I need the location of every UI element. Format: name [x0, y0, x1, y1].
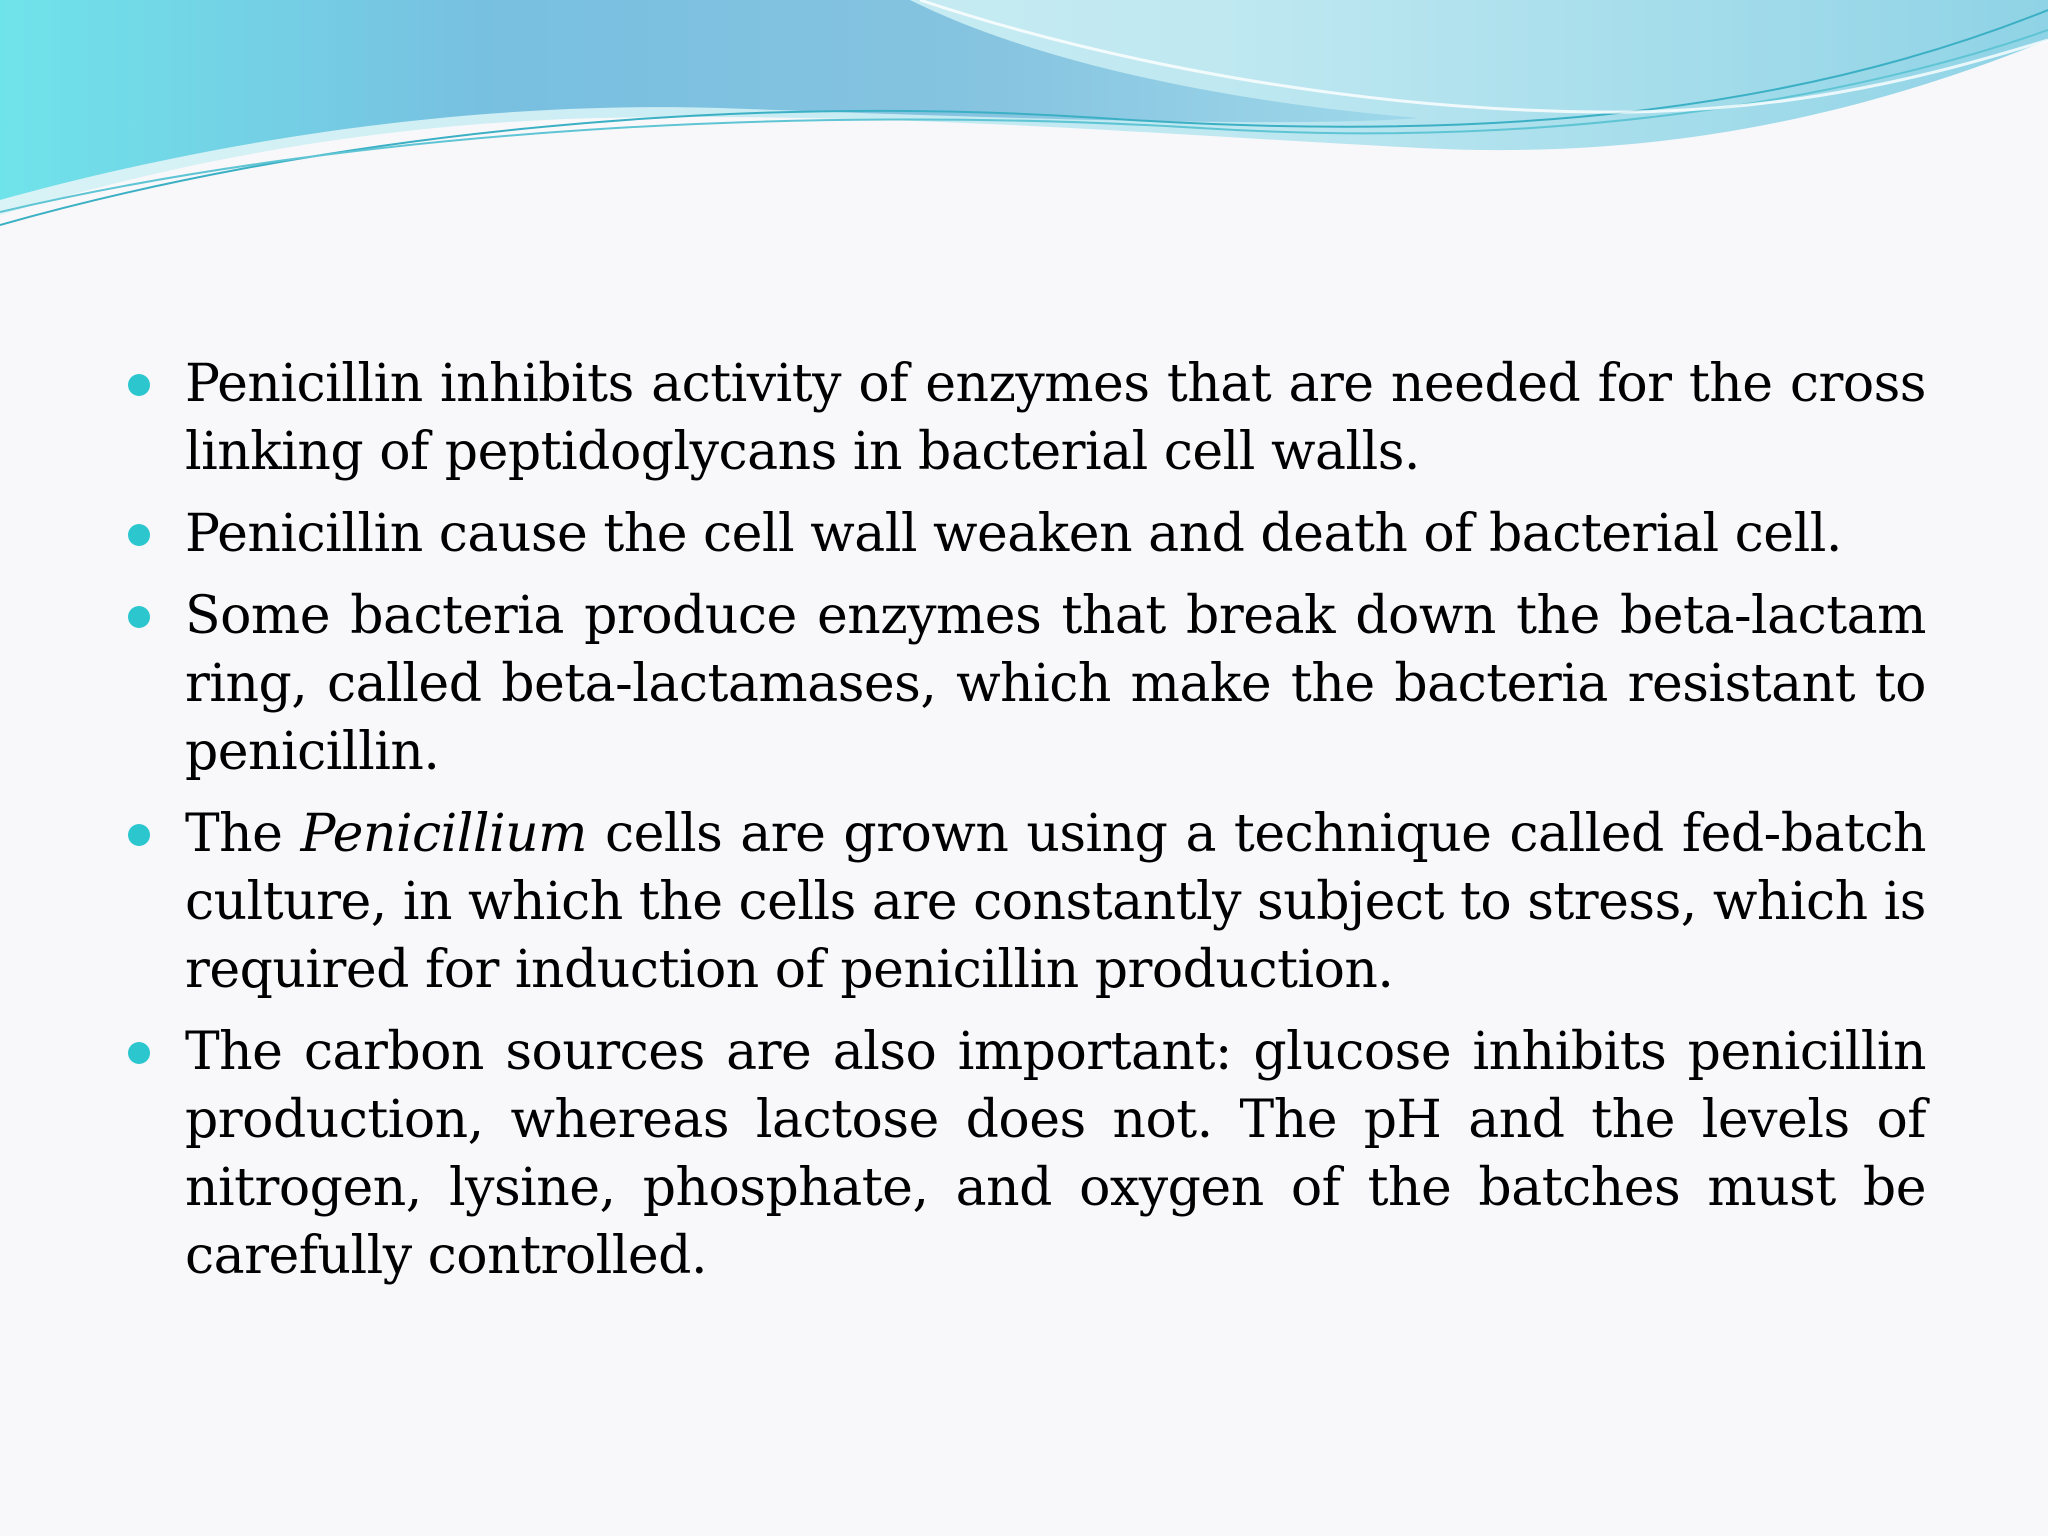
bullet-item-2 [128, 500, 1926, 568]
bullet-text: Some bacteria produce enzymes that break down the beta-lactam ring, called beta-lactamases, which make the bacteria resistant to penicillin. [185, 586, 1926, 782]
bullet-text-start: The [185, 804, 301, 864]
bullet-dot-icon [128, 1042, 150, 1064]
bullet-content [128, 350, 1926, 1304]
bullet-text-italic: Penicillium [300, 804, 587, 864]
bullet-dot-icon [128, 824, 150, 846]
bullet-item-1 [128, 350, 1926, 486]
bullet-text: Penicillin inhibits activity of enzymes that are needed for the cross linking of peptidoglycans in bacterial cell walls. [185, 354, 1926, 482]
bullet-text: Penicillin cause the cell wall weaken and death of bacterial cell. [185, 504, 1842, 564]
bullet-text-end: cells are grown using a technique called fed-batch culture, in which the cells are constantly subject to stress, which is required for induction of penicillin production. [185, 804, 1927, 1000]
bullet-item-5 [128, 1018, 1926, 1290]
bullet-dot-icon [128, 524, 150, 546]
bullet-text: The carbon sources are also important: glucose inhibits penicillin production, whereas lactose does not. The pH and the levels of nitrogen, lysine, phosphate, and oxygen of the batches must be carefully controlled. [185, 1022, 1926, 1286]
header-wave-decoration [0, 0, 2048, 240]
bullet-list [128, 350, 1926, 1290]
bullet-item-4 [128, 800, 1926, 1004]
bullet-dot-icon [128, 606, 150, 628]
bullet-item-3 [128, 582, 1926, 786]
bullet-dot-icon [128, 374, 150, 396]
